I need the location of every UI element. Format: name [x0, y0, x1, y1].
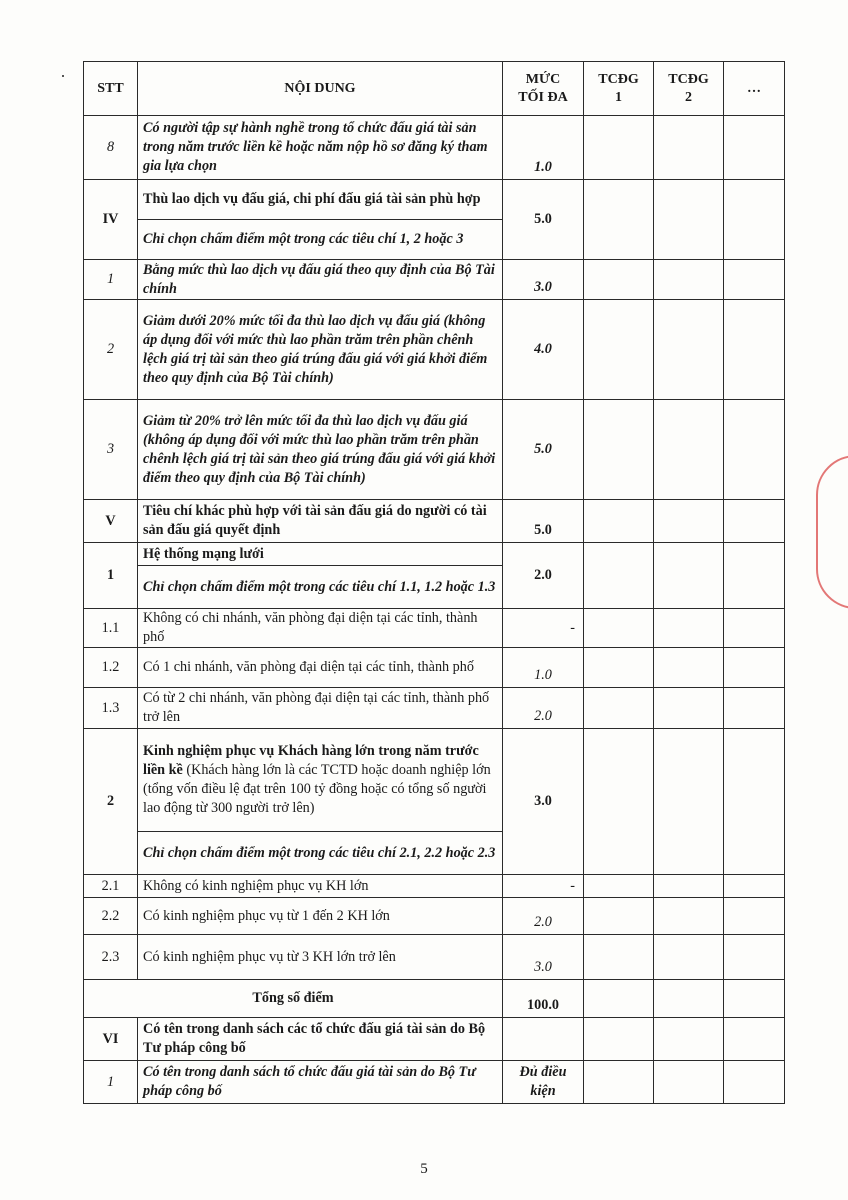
margin-mark [62, 75, 64, 77]
table-row [84, 543, 785, 566]
score-cell [584, 980, 654, 1018]
row-max: - [503, 609, 584, 648]
table-row [84, 400, 785, 500]
row-stt: 8 [84, 116, 138, 180]
row-max: 1.0 [503, 648, 584, 688]
scoring-table [83, 61, 785, 1104]
row-title-rest: (Khách hàng lớn là các TCTD hoặc doanh nghiệp lớn (tổng vốn điều lệ đạt trên 100 tỷ đồng hoặc có tổng số người lao động từ 300 người trở lên) [143, 762, 491, 816]
row-content: Tiêu chí khác phù hợp với tài sản đấu giá do người có tài sản đấu giá quyết định [138, 500, 503, 543]
score-cell [724, 300, 785, 400]
row-content: Có kinh nghiệm phục vụ từ 3 KH lớn trở lên [138, 935, 503, 980]
score-cell [654, 260, 724, 300]
header-content: NỘI DUNG [138, 62, 503, 116]
score-cell [654, 875, 724, 898]
score-cell [584, 543, 654, 609]
score-cell [584, 609, 654, 648]
row-stt: 1.1 [84, 609, 138, 648]
row-content: Có tên trong danh sách các tổ chức đấu giá tài sản do Bộ Tư pháp công bố [138, 1018, 503, 1061]
row-content: Giảm từ 20% trở lên mức tối đa thù lao dịch vụ đấu giá (không áp dụng đối với mức thù lao phần trăm trên phần chênh lệch giá trị tài sản theo giá trúng đấu giá với giá khởi điểm theo quy định của Bộ Tài chính) [138, 400, 503, 500]
row-max: 5.0 [503, 180, 584, 260]
score-cell [724, 898, 785, 935]
score-cell [724, 609, 785, 648]
row-max: Đủ điều kiện [503, 1061, 584, 1104]
row-content: Giảm dưới 20% mức tối đa thù lao dịch vụ đấu giá (không áp dụng đối với mức thù lao phần trăm trên phần chênh lệch giá trị tài sản theo giá trúng đấu giá với giá khởi điểm theo quy định của Bộ Tài chính) [138, 300, 503, 400]
row-stt: V [84, 500, 138, 543]
score-cell [654, 116, 724, 180]
row-stt: 2 [84, 300, 138, 400]
table-row [84, 729, 785, 832]
score-cell [654, 400, 724, 500]
total-row [84, 980, 785, 1018]
score-cell [654, 500, 724, 543]
score-cell [724, 875, 785, 898]
score-cell [584, 1018, 654, 1061]
score-cell [584, 729, 654, 875]
row-note: Chỉ chọn chấm điểm một trong các tiêu chí 1.1, 1.2 hoặc 1.3 [138, 566, 503, 609]
table-row [84, 1018, 785, 1061]
header-more: … [724, 62, 785, 116]
score-cell [724, 1018, 785, 1061]
table-row [84, 1061, 785, 1104]
score-cell [654, 729, 724, 875]
score-cell [724, 980, 785, 1018]
row-stt: 1.2 [84, 648, 138, 688]
row-stt: 2.1 [84, 875, 138, 898]
score-cell [724, 180, 785, 260]
score-cell [724, 1061, 785, 1104]
score-cell [654, 980, 724, 1018]
row-content: Có người tập sự hành nghề trong tổ chức đấu giá tài sản trong năm trước liền kề hoặc năm nộp hồ sơ đăng ký tham gia lựa chọn [138, 116, 503, 180]
score-cell [654, 543, 724, 609]
score-cell [584, 116, 654, 180]
row-stt: 2 [84, 729, 138, 875]
row-max: 5.0 [503, 400, 584, 500]
score-cell [654, 935, 724, 980]
score-cell [584, 875, 654, 898]
score-cell [724, 116, 785, 180]
row-max: 2.0 [503, 543, 584, 609]
row-stt: 1 [84, 1061, 138, 1104]
table-row [84, 935, 785, 980]
row-stt: IV [84, 180, 138, 260]
row-content: Có tên trong danh sách tổ chức đấu giá tài sản do Bộ Tư pháp công bố [138, 1061, 503, 1104]
header-max: MỨC TỐI ĐA [503, 62, 584, 116]
row-stt: 3 [84, 400, 138, 500]
table-header-row [84, 62, 785, 116]
score-cell [654, 180, 724, 260]
score-cell [724, 400, 785, 500]
table-row [84, 898, 785, 935]
total-max: 100.0 [503, 980, 584, 1018]
row-title: Kinh nghiệm phục vụ Khách hàng lớn trong năm trước liền kề [143, 743, 479, 778]
table-row [84, 260, 785, 300]
score-cell [724, 688, 785, 729]
score-cell [724, 543, 785, 609]
total-label: Tổng số điểm [84, 980, 503, 1018]
row-stt: 2.3 [84, 935, 138, 980]
score-cell [654, 648, 724, 688]
row-max: 4.0 [503, 300, 584, 400]
score-cell [724, 935, 785, 980]
row-stt: 2.2 [84, 898, 138, 935]
row-title-cell [138, 729, 503, 832]
score-cell [584, 180, 654, 260]
score-cell [724, 729, 785, 875]
score-cell [584, 935, 654, 980]
row-content: Không có chi nhánh, văn phòng đại diện tại các tỉnh, thành phố [138, 609, 503, 648]
row-max: 1.0 [503, 116, 584, 180]
table-row [84, 609, 785, 648]
table-row [84, 180, 785, 220]
row-max: - [503, 875, 584, 898]
table-row [84, 875, 785, 898]
score-cell [654, 688, 724, 729]
row-max: 2.0 [503, 898, 584, 935]
row-content: Không có kinh nghiệm phục vụ KH lớn [138, 875, 503, 898]
row-stt: 1.3 [84, 688, 138, 729]
row-stt: VI [84, 1018, 138, 1061]
row-max [503, 1018, 584, 1061]
score-cell [584, 400, 654, 500]
header-tcdg-2: TCĐG 2 [654, 62, 724, 116]
score-cell [724, 648, 785, 688]
row-content: Có kinh nghiệm phục vụ từ 1 đến 2 KH lớn [138, 898, 503, 935]
row-max: 3.0 [503, 729, 584, 875]
table-row [84, 300, 785, 400]
score-cell [654, 300, 724, 400]
row-stt: 1 [84, 543, 138, 609]
red-seal-stamp [816, 455, 848, 609]
row-title: Thù lao dịch vụ đấu giá, chi phí đấu giá tài sản phù hợp [138, 180, 503, 220]
row-title: Hệ thống mạng lưới [138, 543, 503, 566]
score-cell [724, 260, 785, 300]
score-cell [584, 648, 654, 688]
row-max: 3.0 [503, 260, 584, 300]
score-cell [584, 898, 654, 935]
score-cell [654, 1018, 724, 1061]
row-note: Chỉ chọn chấm điểm một trong các tiêu chí 1, 2 hoặc 3 [138, 220, 503, 260]
score-cell [584, 1061, 654, 1104]
score-cell [584, 260, 654, 300]
score-cell [654, 1061, 724, 1104]
score-cell [724, 500, 785, 543]
row-max: 5.0 [503, 500, 584, 543]
row-content: Có từ 2 chi nhánh, văn phòng đại diện tại các tỉnh, thành phố trở lên [138, 688, 503, 729]
row-max: 2.0 [503, 688, 584, 729]
score-cell [584, 500, 654, 543]
table-row [84, 116, 785, 180]
table-row [84, 500, 785, 543]
row-content: Có 1 chi nhánh, văn phòng đại diện tại các tỉnh, thành phố [138, 648, 503, 688]
header-tcdg-1: TCĐG 1 [584, 62, 654, 116]
page-number: 5 [420, 1161, 428, 1177]
row-content: Bằng mức thù lao dịch vụ đấu giá theo quy định của Bộ Tài chính [138, 260, 503, 300]
score-cell [584, 300, 654, 400]
score-cell [654, 609, 724, 648]
table-row [84, 688, 785, 729]
row-stt: 1 [84, 260, 138, 300]
row-note: Chỉ chọn chấm điểm một trong các tiêu chí 2.1, 2.2 hoặc 2.3 [138, 832, 503, 875]
score-cell [584, 688, 654, 729]
table-row [84, 648, 785, 688]
row-max: 3.0 [503, 935, 584, 980]
score-cell [654, 898, 724, 935]
header-stt: STT [84, 62, 138, 116]
